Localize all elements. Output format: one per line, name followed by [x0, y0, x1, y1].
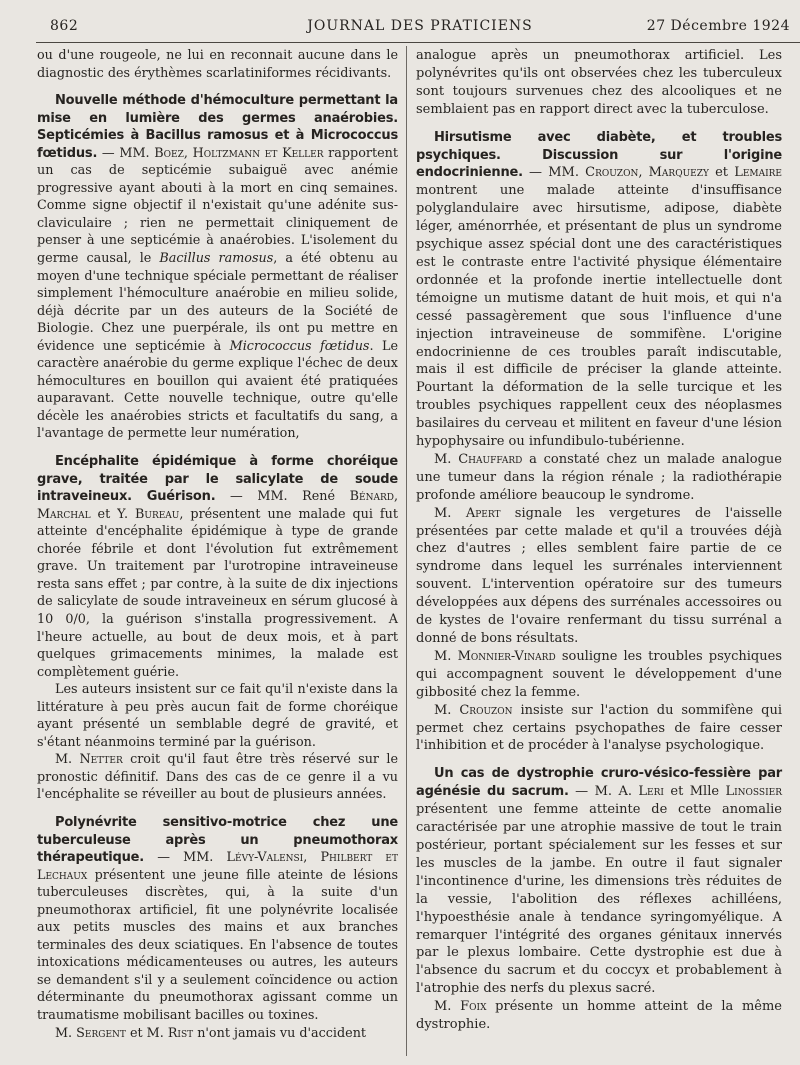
- author-names: Crouzon: [459, 702, 513, 718]
- article-title: Polynévrite sensitivo-motrice chez une tuberculeuse après un pneumothorax thérapeutique.: [37, 814, 398, 866]
- issue-date: 27 Décembre 1924: [646, 18, 790, 34]
- author-names: Leri: [638, 784, 664, 800]
- author-names: Crouzon, Marquezy: [585, 165, 709, 181]
- column-divider: [406, 46, 407, 1056]
- header-rule: [36, 42, 800, 43]
- page-number: 862: [50, 18, 79, 34]
- author-names: Monnier-Vinard: [457, 648, 556, 664]
- article-dystrophie: Un cas de dystrophie cruro-vésico-fessière par agénésie du sacrum. — M. A. Leri et Mlle Linossier présentent une femme atteinte de cette anomalie caractérisée par une atrophie massive de tout le train postérieur, portant spécialement sur les fesses et sur les muscles de la jambe. En outre il faut signaler l'incontinence d'urine, les dimensions très réduites de la vessie, l'abolition des réflexes achilléens, l'hypoesthésie anale à tendance syringomyélique. A remarquer l'intégrité des organes génitaux innervés par le plexus lombaire. Cette dystrophie est due à l'absence du sacrum et du coccyx et probablement à l'atrophie des nerfs du plexus sacré.: [416, 766, 782, 997]
- discussion-paragraph: M. Chauffard a constaté chez un malade analogue une tumeur dans la région rénale ; la radiothérapie profonde améliore beaucoup le syndrome.: [416, 451, 783, 503]
- left-column: [37, 47, 398, 1042]
- discussion-paragraph: M. Netter croit qu'il faut être très réservé sur le pronostic définitif. Dans des cas de ce genre il a vu l'encéphalite se réveiller au bout de plusieurs années.: [37, 752, 398, 803]
- article-title: Encéphalite épidémique à forme choréique grave, traitée par le salicylate de soude intraveineux. Guérison.: [37, 454, 398, 505]
- author-names: Chauffard: [458, 451, 523, 467]
- article-title: Un cas de dystrophie cruro-vésico-fessière par agénésie du sacrum.: [416, 766, 782, 800]
- discussion-paragraph: M. Apert signale les vergetures de l'aisselle présentées par cette malade et qu'il a trouvées déjà chez d'autres ; elles semblent faire partie de ce syndrome dans lequel les surrénales interviennent souvent. L'intervention opératoire sur des tumeurs développées aux dépens des surrénales accessoires ou de kystes de l'ovaire renfermant du tissu surrénal a donné de bons résultats.: [416, 505, 783, 646]
- discussion-paragraph: M. Sergent et M. Rist n'ont jamais vu d'accident: [55, 1025, 367, 1041]
- species-name: Micrococcus fœtidus: [229, 338, 370, 354]
- author-names: Netter: [79, 752, 123, 768]
- author-names: Bureau: [134, 506, 180, 522]
- author-names: Boez, Holtzmann et Keller: [154, 145, 324, 161]
- author-names: Rist: [167, 1025, 194, 1041]
- author-names: Sergent: [76, 1025, 126, 1041]
- author-names: Apert: [465, 505, 501, 521]
- discussion-paragraph: M. Monnier-Vinard souligne les troubles psychiques qui accompagnent souvent le développement d'une gibbosité chez la femme.: [416, 648, 782, 700]
- running-head: [50, 18, 790, 38]
- author-names: Linossier: [725, 784, 782, 800]
- article-encephalite: Encéphalite épidémique à forme choréique grave, traitée par le salicylate de soude intraveineux. Guérison. — MM. René Bénard, Marchal et Y. Bureau, présentent une malade qui fut atteinte d'encéphalite épidémique à type de grande chorée fébrile et dont l'évolution fut extrêmement grave. Un traitement par l'urotropine intraveineuse resta sans effet ; par contre, à la suite de dix injections de salicylate de soude intraveineux en sérum glucosé à 10 0/0, la guérison s'installa progressivement. A l'heure actuelle, au bout de deux mois, et à part quelques grimacements minimes, la malade est complètement guérie.: [37, 454, 399, 680]
- right-column: [416, 47, 782, 1034]
- article-hemoculture: Nouvelle méthode d'hémoculture permettant la mise en lumière des germes anaérobies. Septicémies à Bacillus ramosus et à Micrococcus fœtidus. — MM. Boez, Holtzmann et Keller rapportent un cas de septicémie subaiguë avec anémie progressive ayant abouti à la mort en cinq semaines. Comme signe objectif il n'existait qu'une adénite sus-claviculaire ; rien ne permettait cliniquement de penser à une septicémie à anaérobies. L'isolement du germe causal, le Bacillus ramosus, a été obtenu au moyen d'une technique spéciale permettant de réaliser simplement l'hémoculture anaérobie en milieu solide, déjà décrite par un des auteurs de la Société de Biologie. Chez une puerpérale, ils ont pu mettre en évidence une septicémie à Micrococcus fœtidus. Le caractère anaérobie du germe explique l'échec de deux hémocultures en bouillon qui avaient été pratiquées auparavant. Cette nouvelle technique, outre qu'elle décèle les anaérobies stricts et facultatifs du sang, a l'avantage de permette leur numération,: [37, 93, 398, 442]
- article-title: Nouvelle méthode d'hémoculture permettant la mise en lumière des germes anaérobies. Septicémies à Bacillus ramosus et à Micrococcus fœtidus.: [37, 93, 398, 161]
- paragraph: ou d'une rougeole, ne lui en reconnait aucune dans le diagnostic des érythèmes scarlatiniformes récidivants.: [37, 48, 398, 81]
- species-name: Bacillus ramosus: [159, 251, 274, 267]
- discussion-paragraph: M. Foix présente un homme atteint de la même dystrophie.: [416, 999, 783, 1033]
- author-names: Bénard, Marchal: [37, 489, 399, 522]
- author-names: Lemaire: [734, 165, 783, 181]
- article-hirsutisme: Hirsutisme avec diabète, et troubles psychiques. Discussion sur l'origine endocrinienne. — MM. Crouzon, Marquezy et Lemaire montrent une malade atteinte d'insuffisance polyglandulaire avec hirsutisme, adipose, diabète léger, aménorrhée, et présentant de plus un syndrome psychique assez spécial dont une des caractéristiques est le contraste entre l'activité physique élémentaire ordonnée et la profonde inertie intellectuelle dont témoigne un mutisme datant de huit mois, et qui n'a cessé passagèrement que sous l'influence d'une injection intraveineuse de sommifène. L'origine endocrinienne de ces troubles paraît indiscutable, mais il est difficile de préciser la glande atteinte. Pourtant la déformation de la selle turcique et les troubles psychiques rappellent ceux des néoplasmes basilaires du cerveau et militent en faveur d'une lésion hypophysaire ou infundibulo-tubérienne.: [416, 129, 783, 450]
- discussion-paragraph: M. Crouzon insiste sur l'action du sommifène qui permet chez certains psychopathes de faire cesser l'inhibition et de procéder à l'analyse psychologique.: [416, 702, 782, 754]
- paragraph: analogue après un pneumothorax artificiel. Les polynévrites qu'ils ont observées chez les tuberculeux sont toujours survenues chez des alcooliques et ne semblaient pas en rapport direct avec la tuberculose.: [416, 48, 782, 117]
- author-names: Lévy-Valensi, Philbert et Lechaux: [37, 850, 399, 883]
- author-names: Foix: [460, 999, 487, 1015]
- journal-title: JOURNAL DES PRATICIENS: [307, 18, 533, 34]
- paragraph: Les auteurs insistent sur ce fait qu'il n'existe dans la littérature à peu près aucun fait de forme choréique ayant présenté un semblable degré de gravité, et s'étant néanmoins terminé par la guérison.: [37, 682, 398, 750]
- article-polynevrite: Polynévrite sensitivo-motrice chez une tuberculeuse après un pneumothorax thérapeutique. — MM. Lévy-Valensi, Philbert et Lechaux présentent une jeune fille ateinte de lésions tuberculeuses discrètes, qui, à la suite d'un pneumothorax artificiel, fit une polynévrite localisée aux petits muscles des mains et aux branches terminales des deux sciatiques. En l'absence de toutes intoxications médicamenteuses ou autres, les auteurs se demandent s'il y a seulement coïncidence ou action déterminante du pneumothorax agissant comme un traumatisme mobilisant bacilles ou toxines.: [37, 814, 399, 1023]
- article-title: Hirsutisme avec diabète, et troubles psychiques. Discussion sur l'origine endocrinienne.: [416, 129, 782, 181]
